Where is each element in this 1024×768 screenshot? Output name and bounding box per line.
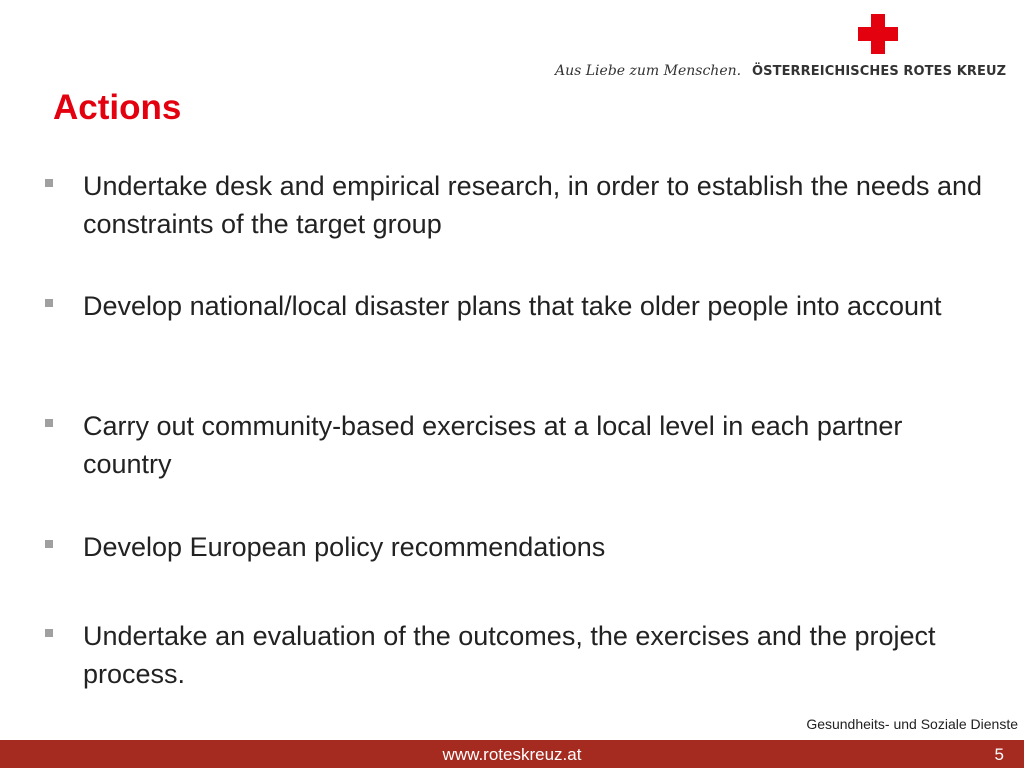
bullet-text: Develop European policy recommendations bbox=[83, 532, 606, 562]
bullet-item bbox=[45, 617, 985, 693]
bullet-square-icon bbox=[45, 299, 53, 307]
bullet-text: Carry out community-based exercises at a local level in each partner country bbox=[83, 411, 903, 479]
bullet-square-icon bbox=[45, 629, 53, 637]
bullet-item bbox=[45, 167, 985, 243]
bullet-text: Undertake desk and empirical research, in order to establish the needs and constraints of the target group bbox=[83, 171, 983, 239]
bullet-text: Undertake an evaluation of the outcomes, the exercises and the project process. bbox=[83, 621, 936, 689]
page-number: 5 bbox=[994, 745, 1004, 764]
bullet-item bbox=[45, 407, 985, 483]
bullet-item bbox=[45, 287, 985, 325]
red-cross-icon bbox=[858, 14, 898, 54]
department-label: Gesundheits- und Soziale Dienste bbox=[806, 716, 1018, 732]
slogan: Aus Liebe zum Menschen. bbox=[555, 63, 742, 79]
organization-name: ÖSTERREICHISCHES ROTES KREUZ bbox=[752, 64, 1007, 79]
bullet-item bbox=[45, 528, 985, 566]
bullet-square-icon bbox=[45, 419, 53, 427]
footer-bar bbox=[0, 740, 1024, 768]
bullet-square-icon bbox=[45, 179, 53, 187]
footer-url: www.roteskreuz.at bbox=[442, 745, 582, 764]
slide-title: Actions bbox=[53, 88, 182, 127]
bullet-square-icon bbox=[45, 540, 53, 548]
bullet-text: Develop national/local disaster plans that take older people into account bbox=[83, 291, 942, 321]
